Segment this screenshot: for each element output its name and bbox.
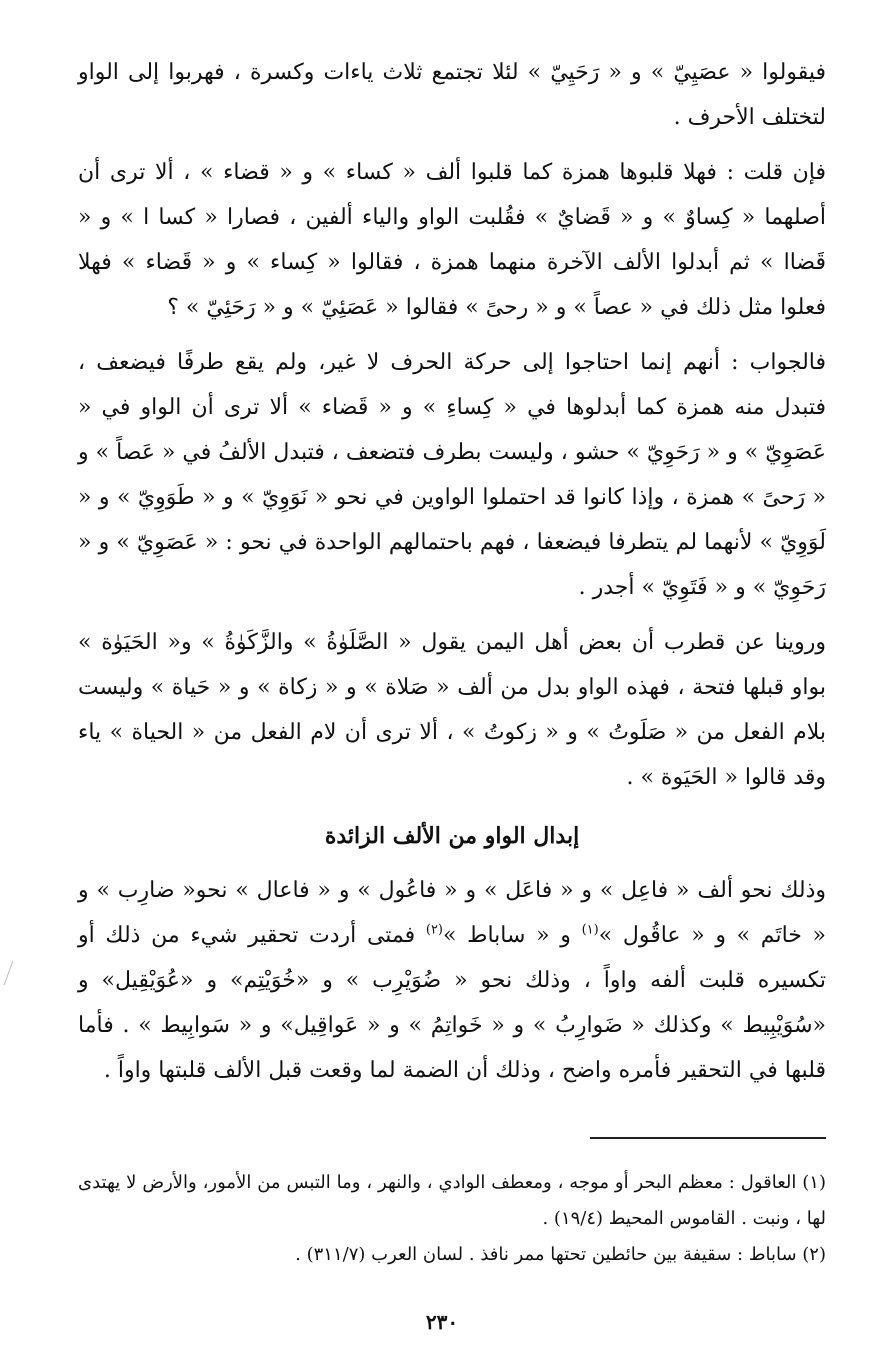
footnote-separator: [78, 1093, 826, 1153]
paragraph-1: فيقولوا « عصَيِيّ » و « رَحَيِيّ » لئلا تجتمع ثلاث ياءات وكسرة ، فهربوا إلى الواو لتختلف الأحرف .: [78, 60, 826, 130]
paragraph-5-part-3: فمتى أردت تحقير شيء من ذلك أو تكسيره قلبت ألفه واواً ، وذلك نحو « ضُوَيْرِب » و «خُوَيْتِم» و «عُوَيْقِيل» و «سُوَيْبِيط » وكذلك « ضَوارِبُ » و « خَواتِمُ » و « عَواقِيل» و « سَوابِيط » . فأما قلبها في التحقير فأمره واضح ، وذلك أن الضمة لما وقعت قبل الألف قلبتها واواً .: [78, 923, 826, 1083]
paragraph-3: فالجواب : أنهم إنما احتاجوا إلى حركة الحرف لا غير، ولم يقع طرفًا فيضعف ، فتبدل منه همزة كما أبدلوها في « كِساءِ » و « قَضاء » ألا ترى أن الواو في « عَصَوِيّ » و « رَحَوِيّ » حشو ، وليست بطرف فتضعف ، فتبدل الألفُ في « عَصاً » و « رَحىً » همزة ، وإذا كانوا قد احتملوا الواوين في نحو « نَوَوِيّ » و « طَوَوِيّ » و « لَوَوِيّ » لأنهما لم يتطرفا فيضعفا ، فهم باحتمالهم الواحدة في نحو : « عَصَوِيّ » و « رَحَوِيّ » و « فَتَوِيّ » أجدر .: [78, 350, 826, 600]
main-text: [78, 50, 826, 800]
page-number: ٢٣٠: [425, 1310, 459, 1334]
paragraph-5: [78, 868, 826, 1093]
paragraph-4: وروينا عن قطرب أن بعض أهل اليمن يقول « الصَّلَوٰةُ » والزَّكَوٰةُ » و« الحَيَوٰة » بواو قبلها فتحة ، فهذه الواو بدل من ألف « صَلاة » و « زكاة » و « حَياة » وليست بلام الفعل من « صَلَوتُ » و « زكوتُ » ، ألا ترى أن لام الفعل من « الحياة » ياء وقد قالوا « الحَيَوة » .: [78, 630, 826, 790]
paragraph-5-part-1: وذلك نحو ألف « فاعِل » و « فاعَل » و « فاعُول » و « فاعال » نحو« ضارِب » و « خاتَم » و « عاقُول »: [78, 878, 827, 948]
section-heading: إبدال الواو من الألف الزائدة: [324, 823, 580, 849]
footnote-ref-2: (٢): [425, 922, 443, 938]
paragraph-5-part-2: و « ساباط »: [443, 923, 582, 948]
scan-artifact: [4, 961, 14, 986]
footnotes: [78, 1165, 826, 1273]
separator-line: [590, 1137, 826, 1139]
footnote-ref-1: (١): [581, 922, 599, 938]
footnote-1: (١) العاقول : معظم البحر أو موجه ، ومعطف الوادي ، والنهر ، وما التبس من الأمور، والأرض لا يهتدى لها ، ونبت . القاموس المحيط (١٩/٤) .: [78, 1172, 826, 1229]
paragraph-2: فإن قلت : فهلا قلبوها همزة كما قلبوا ألف « كساء » و « قضاء » ، ألا ترى أن أصلهما « كِساوٌ » و « قَضايٌ » فقُلبت الواو والياء ألفين ، فصارا « كسا ا » و « قَضاا » ثم أبدلوا الألف الآخرة منهما همزة ، فقالوا « كِساء » و « قَضاء » فهلا فعلوا مثل ذلك في « عصاً » و « رحىً » فقالوا « عَصَئِيّ » و « رَحَئِيّ » ؟: [78, 160, 826, 320]
footnote-2: (٢) ساباط : سقيفة بين حائطين تحتها ممر نافذ . لسان العرب (٣١١/٧) .: [295, 1244, 826, 1265]
